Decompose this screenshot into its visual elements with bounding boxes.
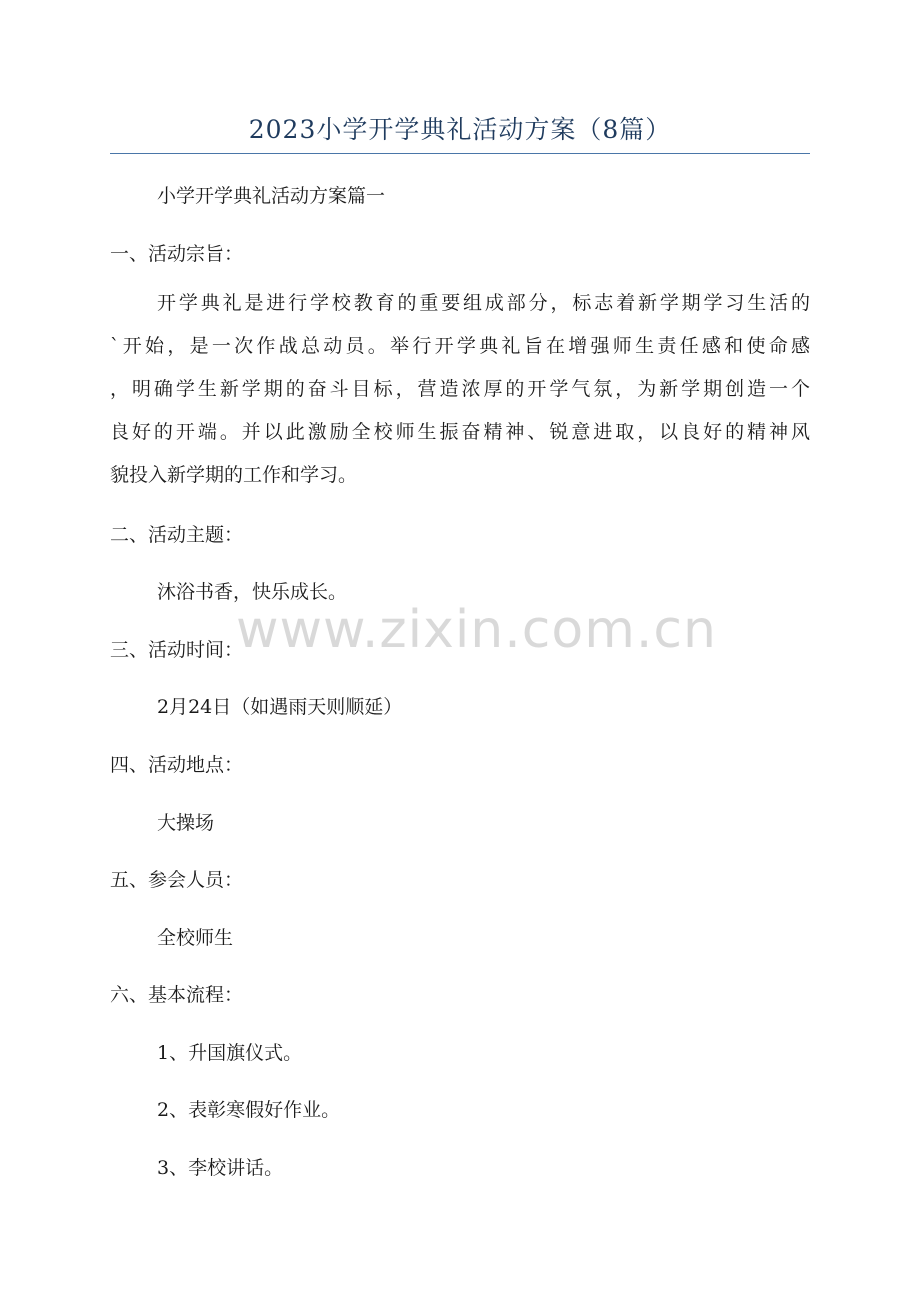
time-heading: 三、活动时间： bbox=[110, 639, 244, 661]
process-item: 3、李校讲话。 bbox=[157, 1157, 284, 1179]
process-item: 2、表彰寒假好作业。 bbox=[157, 1099, 341, 1121]
purpose-line: ，明确学生新学期的奋斗目标，营造浓厚的开学气氛，为新学期创造一个 bbox=[110, 378, 810, 400]
attendees-heading: 五、参会人员： bbox=[110, 869, 244, 891]
theme-text: 沐浴书香，快乐成长。 bbox=[157, 581, 348, 603]
section-subtitle: 小学开学典礼活动方案篇一 bbox=[157, 185, 386, 207]
purpose-paragraph bbox=[110, 282, 810, 497]
theme-heading: 二、活动主题： bbox=[110, 524, 244, 546]
place-text: 大操场 bbox=[157, 812, 215, 834]
purpose-line: `开始，是一次作战总动员。举行开学典礼旨在增强师生责任感和使命感 bbox=[110, 335, 810, 357]
attendees-text: 全校师生 bbox=[157, 927, 234, 949]
purpose-line: 良好的开端。并以此激励全校师生振奋精神、锐意进取，以良好的精神风 bbox=[110, 421, 810, 443]
purpose-line: 貌投入新学期的工作和学习。 bbox=[110, 464, 358, 486]
watermark: www.zixin.com.cn bbox=[236, 600, 717, 660]
purpose-line: 开学典礼是进行学校教育的重要组成部分，标志着新学期学习生活的 bbox=[157, 292, 810, 314]
title-underline bbox=[110, 153, 810, 154]
document-title: 2023小学开学典礼活动方案（8篇） bbox=[248, 115, 672, 144]
time-text: 2月24日（如遇雨天则顺延） bbox=[157, 696, 403, 718]
process-heading: 六、基本流程： bbox=[110, 984, 244, 1006]
purpose-heading: 一、活动宗旨： bbox=[110, 243, 244, 265]
place-heading: 四、活动地点： bbox=[110, 754, 244, 776]
process-item: 1、升国旗仪式。 bbox=[157, 1042, 303, 1064]
